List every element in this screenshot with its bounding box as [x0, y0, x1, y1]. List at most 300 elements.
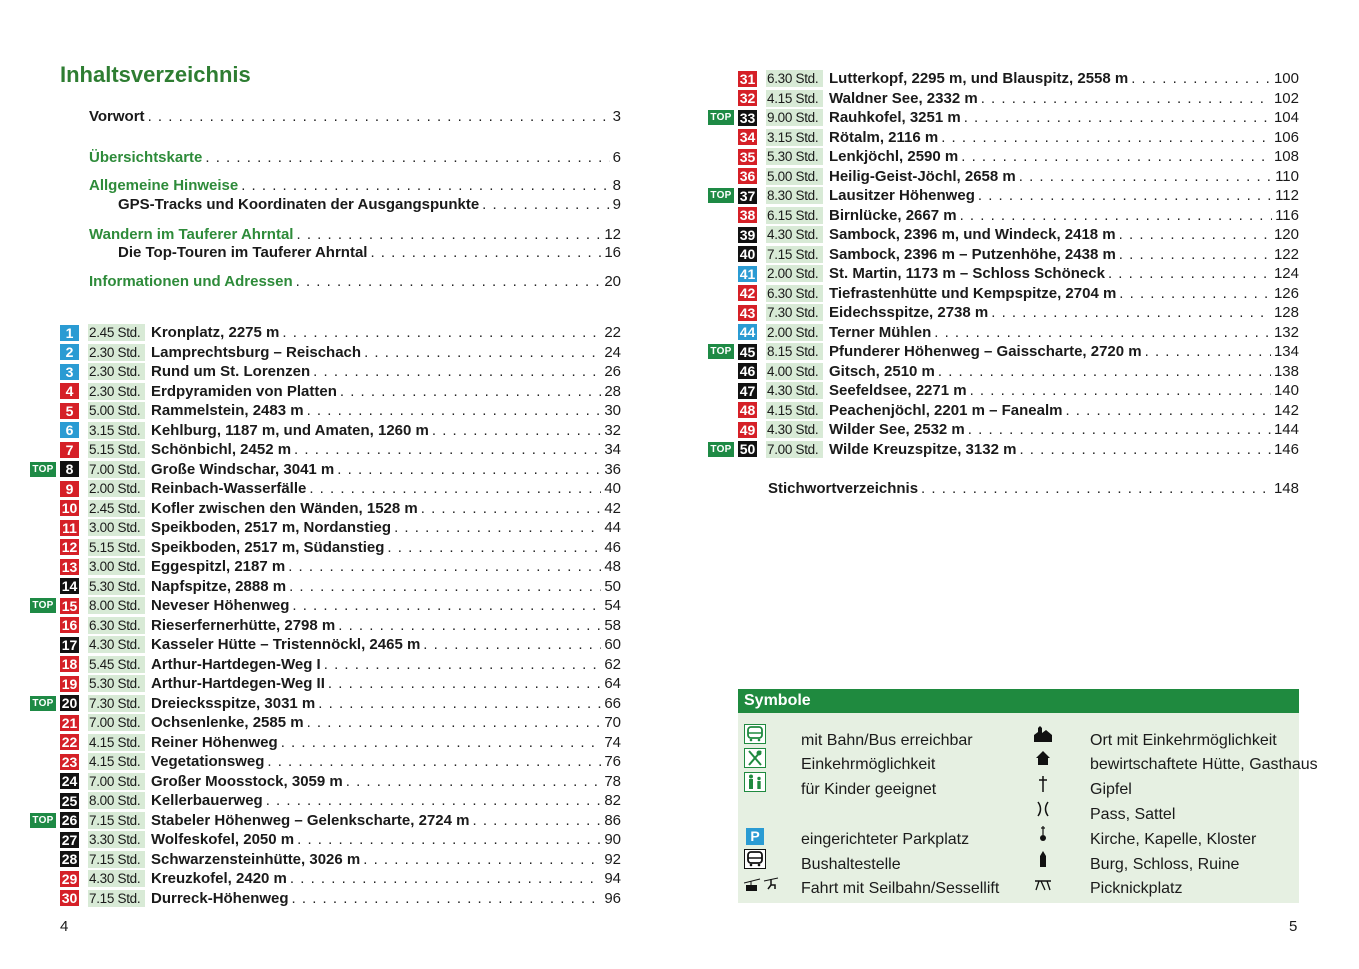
- tour-entry[interactable]: [60, 772, 621, 792]
- tour-duration: 5.00 Std.: [88, 402, 145, 419]
- tour-duration: 3.30 Std.: [88, 831, 145, 848]
- family-icon: [744, 772, 766, 792]
- tour-title: Wilde Kreuzspitze, 3132 m: [829, 440, 1017, 458]
- tour-entry[interactable]: [60, 343, 621, 363]
- tour-entry[interactable]: [738, 401, 1299, 421]
- tour-duration: 7.15 Std.: [88, 890, 145, 907]
- tour-page: 142: [1273, 401, 1299, 419]
- summit-cross-icon: [1032, 774, 1054, 794]
- tour-title: Pfunderer Höhenweg – Gaisscharte, 2720 m: [829, 343, 1142, 361]
- legend-label: Picknickplatz: [1090, 880, 1183, 897]
- legend-row: [1032, 773, 1054, 795]
- tour-duration: 2.00 Std.: [766, 265, 823, 282]
- toc-section-entry[interactable]: [89, 148, 621, 168]
- tour-duration: 4.30 Std.: [766, 382, 823, 399]
- tour-entry[interactable]: [738, 225, 1299, 245]
- tour-duration: 2.30 Std.: [88, 363, 145, 380]
- tour-title: Rund um St. Lorenzen: [151, 363, 311, 381]
- tour-page: 138: [1273, 362, 1299, 380]
- tour-title: Wolfeskofel, 2050 m: [151, 831, 295, 849]
- tour-entry[interactable]: [60, 850, 621, 870]
- tour-number: 38: [739, 207, 756, 224]
- tour-page: 26: [604, 363, 621, 381]
- toc-section-entry[interactable]: [118, 243, 621, 263]
- toc-section-page: 8: [612, 177, 621, 194]
- legend-label: Gipfel: [1090, 781, 1132, 798]
- hut-icon: [1032, 748, 1054, 768]
- tour-duration: 5.45 Std.: [88, 656, 145, 673]
- tour-duration: 8.00 Std.: [88, 597, 145, 614]
- symbols-legend: [738, 689, 1318, 903]
- tour-number: 7: [60, 442, 79, 458]
- legend-label: Burg, Schloss, Ruine: [1090, 856, 1240, 873]
- tour-title: Kehlburg, 1187 m, und Amaten, 1260 m: [151, 421, 429, 439]
- tour-page: 122: [1273, 245, 1299, 263]
- tour-number: 13: [61, 558, 78, 575]
- cable-car-icon: [744, 876, 780, 896]
- tour-duration: 7.00 Std.: [88, 461, 145, 478]
- tour-title: Sambock, 2396 m, und Windeck, 2418 m: [829, 226, 1116, 244]
- tour-number: 2: [60, 344, 79, 360]
- tour-duration: 2.30 Std.: [88, 344, 145, 361]
- tour-number: 27: [61, 831, 78, 848]
- tour-list-left: [32, 323, 621, 908]
- toc-section-label: Übersichtskarte: [89, 149, 203, 166]
- tour-title: St. Martin, 1173 m – Schloss Schöneck: [829, 265, 1105, 283]
- legend-row: [1032, 747, 1054, 769]
- legend-row: [744, 875, 780, 897]
- tour-title: Kreuzkofel, 2420 m: [151, 870, 287, 888]
- legend-row: [744, 848, 766, 870]
- tour-title: Kronplatz, 2275 m: [151, 324, 280, 342]
- tour-title: Eidechsspitze, 2738 m: [829, 304, 989, 322]
- tour-duration: 4.00 Std.: [766, 363, 823, 380]
- village-icon: [1032, 724, 1054, 744]
- tour-title: Lamprechtsburg – Reischach: [151, 343, 362, 361]
- tour-page: 82: [604, 792, 621, 810]
- tour-number: 50: [739, 441, 756, 458]
- tour-duration: 6.30 Std.: [766, 70, 823, 87]
- tour-title: Erdpyramiden von Platten: [151, 382, 337, 400]
- tour-duration: 5.00 Std.: [766, 168, 823, 185]
- tour-title: Reinbach-Wasserfälle: [151, 480, 307, 498]
- tour-entry[interactable]: [738, 264, 1299, 284]
- tour-number: 34: [739, 129, 756, 146]
- tour-duration: 6.30 Std.: [766, 285, 823, 302]
- tour-number: 22: [61, 734, 78, 751]
- tour-title: Lutterkopf, 2295 m, und Blauspitz, 2558 m: [829, 70, 1129, 88]
- tour-entry[interactable]: [60, 869, 621, 889]
- tour-title: Neveser Höhenweg: [151, 597, 290, 615]
- tour-entry[interactable]: [738, 381, 1299, 401]
- toc-section-label: Die Top-Touren im Tauferer Ahrntal: [118, 244, 368, 261]
- tour-title: Durreck-Höhenweg: [151, 889, 289, 907]
- tour-number: 21: [61, 714, 78, 731]
- tour-page: 128: [1273, 304, 1299, 322]
- tour-entry[interactable]: [60, 479, 621, 499]
- tour-duration: 6.15 Std.: [766, 207, 823, 224]
- toc-section-page: 6: [612, 149, 621, 166]
- tour-page: 48: [604, 558, 621, 576]
- tour-title: Schönbichl, 2452 m: [151, 441, 292, 459]
- tour-duration: 7.30 Std.: [766, 304, 823, 321]
- tour-number: 36: [739, 168, 756, 185]
- symbols-heading: Symbole: [738, 689, 1299, 713]
- toc-section-page: 12: [604, 226, 621, 243]
- tour-duration: 8.00 Std.: [88, 792, 145, 809]
- tour-number: 1: [60, 325, 79, 341]
- tour-title: Rieserfernerhütte, 2798 m: [151, 616, 336, 634]
- tour-entry[interactable]: [60, 733, 621, 753]
- top-tour-badge: TOP: [708, 110, 734, 125]
- tour-title: Birnlücke, 2667 m: [829, 206, 957, 224]
- tour-page: 86: [604, 811, 621, 829]
- tour-title: Schwarzensteinhütte, 3026 m: [151, 850, 361, 868]
- tour-duration: 2.00 Std.: [88, 480, 145, 497]
- tour-entry[interactable]: [32, 811, 621, 831]
- tour-page: 132: [1273, 323, 1299, 341]
- tour-title: Seefeldsee, 2271 m: [829, 382, 967, 400]
- tour-page: 34: [604, 441, 621, 459]
- page-title: Inhaltsverzeichnis: [60, 62, 251, 87]
- legend-row: [744, 747, 766, 769]
- tour-entry[interactable]: [60, 713, 621, 733]
- tour-entry[interactable]: [60, 830, 621, 850]
- toc-section-label: Allgemeine Hinweise: [89, 177, 239, 194]
- restaurant-icon: [744, 748, 766, 768]
- tour-duration: 2.30 Std.: [88, 383, 145, 400]
- tour-title: Gitsch, 2510 m: [829, 362, 935, 380]
- tour-entry[interactable]: [710, 108, 1299, 128]
- tour-page: 108: [1273, 148, 1299, 166]
- tour-title: Eggespitzl, 2187 m: [151, 558, 286, 576]
- tour-duration: 4.15 Std.: [766, 402, 823, 419]
- tour-page: 140: [1273, 382, 1299, 400]
- tour-number: 26: [61, 812, 78, 829]
- toc-section-entry[interactable]: [89, 225, 621, 245]
- tour-title: Rauhkofel, 3251 m: [829, 109, 961, 127]
- tour-entry[interactable]: [60, 791, 621, 811]
- toc-section-page: 16: [604, 244, 621, 261]
- tour-entry[interactable]: [738, 323, 1299, 343]
- tour-entry[interactable]: [738, 69, 1299, 89]
- tour-page: 22: [604, 324, 621, 342]
- tour-duration: 3.00 Std.: [88, 519, 145, 536]
- picnic-icon: [1032, 874, 1054, 894]
- tour-entry[interactable]: [738, 167, 1299, 187]
- toc-section-entry[interactable]: [89, 272, 621, 292]
- tour-number: 19: [61, 675, 78, 692]
- tour-duration: 3.00 Std.: [88, 558, 145, 575]
- legend-label: bewirtschaftete Hütte, Gasthaus: [1090, 756, 1318, 773]
- tour-number: 28: [61, 851, 78, 868]
- index-entry-page: 148: [1273, 480, 1299, 497]
- tour-page: 42: [604, 499, 621, 517]
- tour-title: Wilder See, 2532 m: [829, 421, 965, 439]
- tour-page: 32: [604, 421, 621, 439]
- tour-duration: 7.00 Std.: [88, 773, 145, 790]
- tour-number: 10: [61, 500, 78, 517]
- tour-title: Rammelstein, 2483 m: [151, 402, 304, 420]
- tour-duration: 4.30 Std.: [88, 870, 145, 887]
- tour-title: Großer Moosstock, 3059 m: [151, 772, 343, 790]
- legend-label: Einkehrmöglichkeit: [801, 756, 936, 773]
- tour-page: 104: [1273, 109, 1299, 127]
- legend-label: Pass, Sattel: [1090, 806, 1176, 823]
- legend-label: eingerichteter Parkplatz: [801, 831, 970, 848]
- tour-duration: 5.30 Std.: [88, 675, 145, 692]
- tour-page: 50: [604, 577, 621, 595]
- tour-title: Kofler zwischen den Wänden, 1528 m: [151, 499, 418, 517]
- tour-entry[interactable]: [60, 674, 621, 694]
- tour-entry[interactable]: [738, 128, 1299, 148]
- tour-number: 20: [61, 695, 78, 712]
- tour-duration: 4.30 Std.: [766, 226, 823, 243]
- tour-title: Vegetationsweg: [151, 753, 265, 771]
- legend-label: Bushaltestelle: [801, 856, 901, 873]
- tour-number: 16: [61, 617, 78, 634]
- toc-section-label: Wandern im Tauferer Ahrntal: [89, 226, 294, 243]
- tour-page: 120: [1273, 226, 1299, 244]
- tour-page: 44: [604, 519, 621, 537]
- tour-number: 17: [61, 636, 78, 653]
- tour-entry[interactable]: [738, 89, 1299, 109]
- legend-row: [1032, 823, 1054, 845]
- top-tour-badge: TOP: [30, 813, 56, 828]
- tour-page: 110: [1275, 167, 1299, 185]
- toc-section-page: 9: [612, 196, 621, 213]
- tour-entry[interactable]: [32, 694, 621, 714]
- tour-entry[interactable]: [738, 147, 1299, 167]
- tour-number: 3: [60, 364, 79, 380]
- tour-title: Tiefrastenhütte und Kempspitze, 2704 m: [829, 284, 1117, 302]
- tour-number: 15: [61, 597, 78, 614]
- tour-title: Heilig-Geist-Jöchl, 2658 m: [829, 167, 1016, 185]
- tour-entry[interactable]: [60, 616, 621, 636]
- tour-duration: 2.45 Std.: [88, 324, 145, 341]
- parking-icon: P: [746, 828, 764, 845]
- tour-entry[interactable]: [60, 752, 621, 772]
- tour-page: 64: [604, 675, 621, 693]
- tour-entry[interactable]: [738, 420, 1299, 440]
- tour-entry[interactable]: [738, 206, 1299, 226]
- toc-section-page: 20: [604, 273, 621, 290]
- tour-entry[interactable]: [60, 655, 621, 675]
- tour-title: Lenkjöchl, 2590 m: [829, 148, 959, 166]
- tour-entry[interactable]: [60, 557, 621, 577]
- tour-page: 58: [604, 616, 621, 634]
- bus-stop-icon: [744, 849, 766, 869]
- tour-duration: 2.45 Std.: [88, 500, 145, 517]
- tour-entry[interactable]: [60, 635, 621, 655]
- tour-page: 36: [604, 460, 621, 478]
- tour-number: 12: [61, 539, 78, 556]
- tour-number: 33: [739, 109, 756, 126]
- castle-icon: [1032, 849, 1054, 869]
- toc-section-label: GPS-Tracks und Koordinaten der Ausgangspunkte: [118, 196, 480, 213]
- tour-number: 47: [739, 382, 756, 399]
- tour-number: 31: [739, 70, 756, 87]
- tour-number: 30: [61, 890, 78, 907]
- tour-duration: 5.15 Std.: [88, 441, 145, 458]
- tour-entry[interactable]: [738, 362, 1299, 382]
- tour-number: 6: [60, 422, 79, 438]
- legend-row: [1032, 723, 1054, 745]
- tour-number: 18: [61, 656, 78, 673]
- tour-duration: 4.30 Std.: [88, 636, 145, 653]
- tour-title: Arthur-Hartdegen-Weg I: [151, 655, 321, 673]
- top-tour-badge: TOP: [708, 442, 734, 457]
- tour-page: 124: [1273, 265, 1299, 283]
- train-bus-icon: [744, 724, 766, 744]
- index-entry[interactable]: [768, 479, 1299, 499]
- tour-entry[interactable]: [60, 889, 621, 909]
- tour-page: 74: [604, 733, 621, 751]
- legend-row: [746, 825, 764, 847]
- toc-section-entry[interactable]: [89, 176, 621, 196]
- tour-title: Große Windschar, 3041 m: [151, 460, 335, 478]
- tour-page: 144: [1273, 421, 1299, 439]
- tour-duration: 3.15 Std.: [88, 422, 145, 439]
- tour-page: 28: [604, 382, 621, 400]
- tour-page: 146: [1273, 440, 1299, 458]
- tour-title: Peachenjöchl, 2201 m – Fanealm: [829, 401, 1063, 419]
- tour-entry[interactable]: [60, 440, 621, 460]
- tour-page: 102: [1273, 89, 1299, 107]
- tour-page: 46: [604, 538, 621, 556]
- tour-page: 60: [604, 636, 621, 654]
- tour-duration: 4.15 Std.: [766, 90, 823, 107]
- toc-section-label: Vorwort: [89, 108, 145, 125]
- tour-entry[interactable]: [32, 460, 621, 480]
- tour-page: 112: [1275, 187, 1299, 205]
- tour-duration: 4.15 Std.: [88, 753, 145, 770]
- tour-duration: 3.15 Std.: [766, 129, 823, 146]
- pass-icon: [1032, 799, 1054, 819]
- tour-duration: 5.30 Std.: [766, 148, 823, 165]
- tour-number: 8: [60, 461, 79, 477]
- tour-page: 66: [604, 694, 621, 712]
- tour-entry[interactable]: [60, 382, 621, 402]
- tour-entry[interactable]: [738, 245, 1299, 265]
- legend-row: [744, 723, 766, 745]
- tour-duration: 8.15 Std.: [766, 343, 823, 360]
- tour-number: 39: [739, 226, 756, 243]
- tour-entry[interactable]: [710, 440, 1299, 460]
- tour-number: 5: [60, 403, 79, 419]
- legend-row: [744, 771, 766, 793]
- toc-section-entry[interactable]: [118, 195, 621, 215]
- tour-title: Stabeler Höhenweg – Gelenkscharte, 2724 m: [151, 811, 470, 829]
- tour-duration: 9.00 Std.: [766, 109, 823, 126]
- tour-entry[interactable]: [60, 577, 621, 597]
- tour-title: Napfspitze, 2888 m: [151, 577, 287, 595]
- legend-row: [1032, 848, 1054, 870]
- tour-duration: 7.00 Std.: [766, 441, 823, 458]
- tour-page: 40: [604, 480, 621, 498]
- tour-page: 76: [604, 753, 621, 771]
- tour-number: 25: [61, 792, 78, 809]
- tour-list-right: [710, 69, 1299, 459]
- tour-number: 37: [739, 187, 756, 204]
- tour-entry[interactable]: [738, 303, 1299, 323]
- tour-title: Kellerbauerweg: [151, 792, 263, 810]
- tour-entry[interactable]: [60, 362, 621, 382]
- tour-number: 41: [739, 265, 756, 282]
- tour-title: Waldner See, 2332 m: [829, 89, 978, 107]
- tour-title: Lausitzer Höhenweg: [829, 187, 975, 205]
- tour-number: 43: [739, 304, 756, 321]
- tour-duration: 7.15 Std.: [88, 851, 145, 868]
- tour-entry[interactable]: [60, 538, 621, 558]
- tour-duration: 5.30 Std.: [88, 578, 145, 595]
- tour-duration: 7.30 Std.: [88, 695, 145, 712]
- tour-page: 24: [604, 343, 621, 361]
- toc-section-entry[interactable]: [89, 107, 621, 127]
- tour-entry[interactable]: [710, 186, 1299, 206]
- tour-duration: 7.15 Std.: [766, 246, 823, 263]
- tour-title: Speikboden, 2517 m, Nordanstieg: [151, 519, 392, 537]
- tour-number: 9: [60, 481, 79, 497]
- legend-label: für Kinder geeignet: [801, 781, 937, 798]
- toc-section-label: Informationen und Adressen: [89, 273, 293, 290]
- tour-number: 11: [60, 520, 79, 536]
- tour-number: 4: [60, 383, 79, 399]
- tour-entry[interactable]: [60, 323, 621, 343]
- tour-title: Reiner Höhenweg: [151, 733, 278, 751]
- tour-page: 70: [604, 714, 621, 732]
- tour-entry[interactable]: [60, 421, 621, 441]
- tour-entry[interactable]: [32, 596, 621, 616]
- top-tour-badge: TOP: [30, 598, 56, 613]
- tour-title: Terner Mühlen: [829, 323, 932, 341]
- tour-title: Dreiecksspitze, 3031 m: [151, 694, 316, 712]
- tour-page: 116: [1275, 206, 1299, 224]
- tour-number: 32: [739, 90, 756, 107]
- top-tour-badge: TOP: [708, 344, 734, 359]
- tour-page: 106: [1273, 128, 1299, 146]
- tour-number: 35: [739, 148, 756, 165]
- tour-page: 96: [604, 889, 621, 907]
- tour-page: 54: [604, 597, 621, 615]
- tour-duration: 2.00 Std.: [766, 324, 823, 341]
- legend-row: [1032, 798, 1054, 820]
- tour-duration: 6.30 Std.: [88, 617, 145, 634]
- tour-entry[interactable]: [710, 342, 1299, 362]
- page-number-left: 4: [60, 918, 69, 935]
- tour-title: Speikboden, 2517 m, Südanstieg: [151, 538, 385, 556]
- tour-entry[interactable]: [60, 499, 621, 519]
- tour-number: 14: [61, 578, 78, 595]
- legend-row: [1032, 873, 1054, 895]
- tour-number: 45: [739, 343, 756, 360]
- tour-entry[interactable]: [738, 284, 1299, 304]
- tour-duration: 4.15 Std.: [88, 734, 145, 751]
- tour-entry[interactable]: [60, 518, 621, 538]
- tour-number: 24: [61, 773, 78, 790]
- tour-page: 30: [604, 402, 621, 420]
- tour-number: 40: [739, 246, 756, 263]
- legend-label: mit Bahn/Bus erreichbar: [801, 732, 973, 749]
- tour-title: Sambock, 2396 m – Putzenhöhe, 2438 m: [829, 245, 1116, 263]
- tour-number: 48: [739, 402, 756, 419]
- tour-duration: 7.00 Std.: [88, 714, 145, 731]
- tour-title: Ochsenlenke, 2585 m: [151, 714, 304, 732]
- top-tour-badge: TOP: [708, 188, 734, 203]
- tour-page: 100: [1273, 70, 1299, 88]
- tour-entry[interactable]: [60, 401, 621, 421]
- tour-duration: 8.30 Std.: [766, 187, 823, 204]
